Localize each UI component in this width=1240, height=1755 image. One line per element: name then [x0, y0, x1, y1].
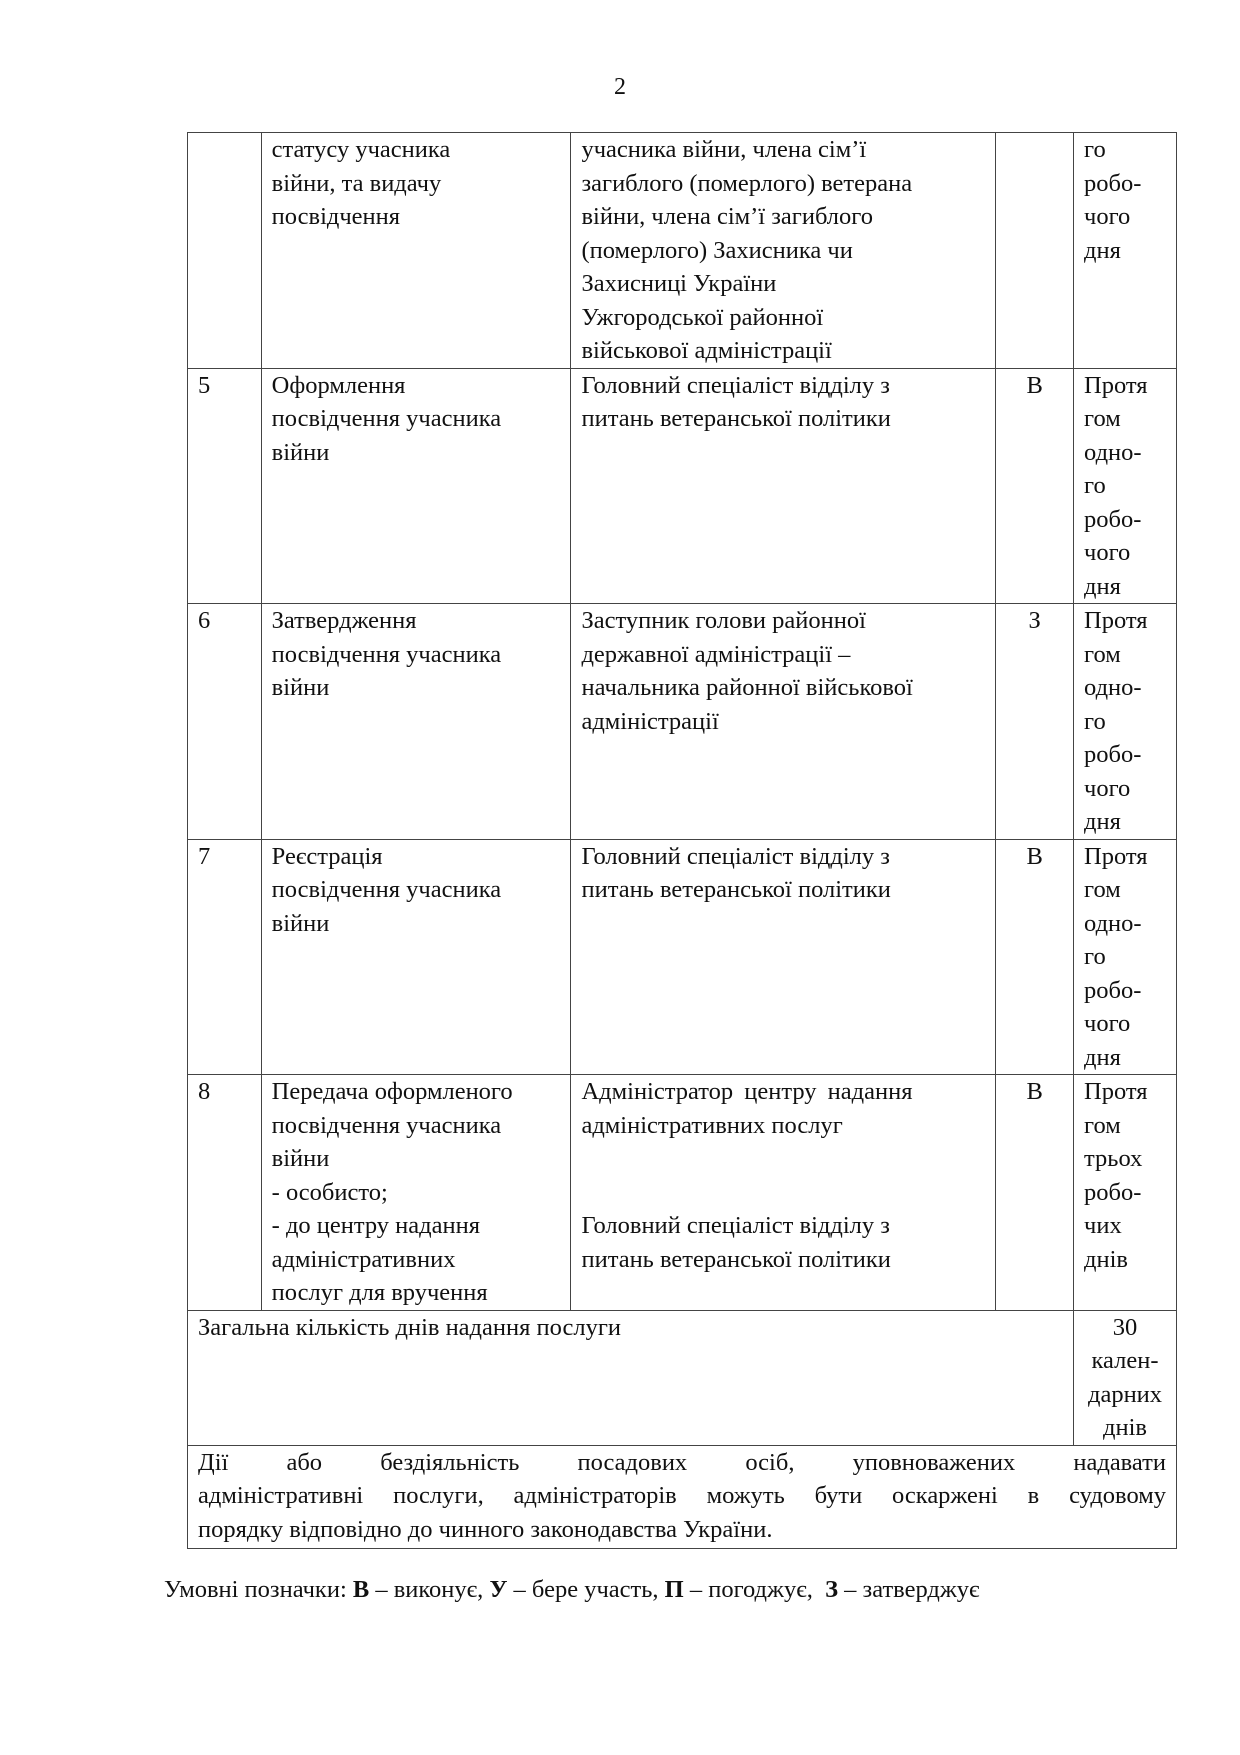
legend-text: – бере участь,: [507, 1576, 665, 1603]
step-term: Протя гом одно- го робо- чого дня: [1074, 368, 1177, 604]
step-number: 5: [188, 368, 262, 604]
spacer: [581, 1142, 985, 1209]
table-row: [188, 1075, 1177, 1311]
legend-code: П: [664, 1576, 684, 1603]
step-term: го робо- чого дня: [1074, 133, 1177, 369]
step-mark: [996, 133, 1074, 369]
procedure-table: [187, 132, 1177, 1549]
step-responsible: учасника війни, члена сім’ї загиблого (померлого) ветерана війни, члена сім’ї загиблого (померлого) Захисника чи Захисниці України Ужгородської районної військової адміністрації: [571, 133, 996, 369]
step-mark: З: [996, 604, 1074, 840]
step-responsible: Головний спеціаліст відділу з питань ветеранської політики: [571, 839, 996, 1075]
legend-code: З: [825, 1576, 839, 1603]
step-responsible: Адміністратор центру надання адміністративних послуг Головний спеціаліст відділу з питань ветеранської політики: [571, 1075, 996, 1311]
step-action: статусу учасника війни, та видачу посвідчення: [261, 133, 571, 369]
table-row: [188, 133, 1177, 369]
step-mark: В: [996, 839, 1074, 1075]
appeal-row: [188, 1445, 1177, 1548]
step-responsible: Заступник голови районної державної адміністрації – начальника районної військової адміністрації: [571, 604, 996, 840]
legend-code: У: [489, 1576, 508, 1603]
total-row: [188, 1310, 1177, 1445]
table-row: [188, 604, 1177, 840]
step-action: Передача оформленого посвідчення учасника війни - особисто; - до центру надання адміністративних послуг для вручення: [261, 1075, 571, 1311]
total-value: 30 кален- дарних днів: [1074, 1310, 1177, 1445]
legend-code: В: [352, 1576, 370, 1603]
step-term: Протя гом трьох робо- чих днів: [1074, 1075, 1177, 1311]
page-number: 2: [614, 74, 626, 100]
step-number: 7: [188, 839, 262, 1075]
table-row: [188, 839, 1177, 1075]
legend-text: – погоджує,: [683, 1576, 826, 1603]
step-mark: В: [996, 368, 1074, 604]
table-row: [188, 368, 1177, 604]
legend-text: – затверджує: [838, 1576, 980, 1603]
appeal-text: Дії або бездіяльність посадових осіб, уповноважених надавати адміністративні послуги, адміністраторів можуть бути оскаржені в судовому порядку відповідно до чинного законодавства України.: [188, 1445, 1177, 1548]
step-mark: В: [996, 1075, 1074, 1311]
total-label: Загальна кількість днів надання послуги: [188, 1310, 1074, 1445]
step-number: 6: [188, 604, 262, 840]
legend: [164, 1574, 1214, 1606]
legend-text: – виконує,: [369, 1576, 490, 1603]
step-action: Реєстрація посвідчення учасника війни: [261, 839, 571, 1075]
legend-prefix: Умовні позначки:: [164, 1576, 353, 1603]
step-number: 8: [188, 1075, 262, 1311]
step-term: Протя гом одно- го робо- чого дня: [1074, 839, 1177, 1075]
step-term: Протя гом одно- го робо- чого дня: [1074, 604, 1177, 840]
step-number: [188, 133, 262, 369]
step-action: Оформлення посвідчення учасника війни: [261, 368, 571, 604]
step-responsible: Головний спеціаліст відділу з питань ветеранської політики: [571, 368, 996, 604]
step-action: Затвердження посвідчення учасника війни: [261, 604, 571, 840]
